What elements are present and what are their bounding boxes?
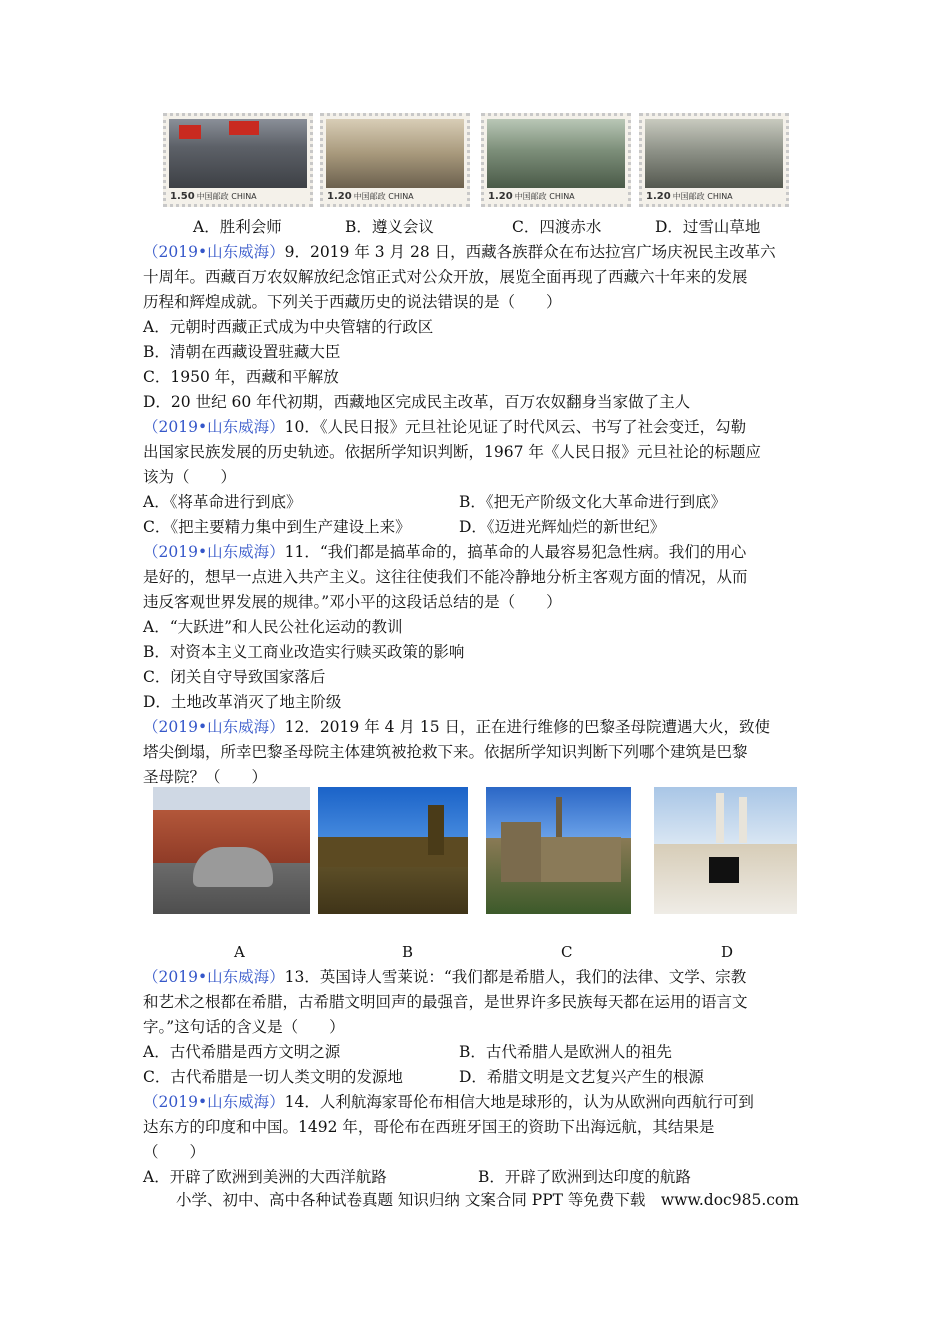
question-9-option-d: D．20 世纪 60 年代初期，西藏地区完成民主改革，百万农奴翻身当家做了主人 (143, 393, 691, 411)
stamp-snow-mountains (639, 113, 789, 207)
question-11-option-d: D．土地改革消灭了地主阶级 (143, 693, 342, 711)
tower-silhouette (428, 805, 444, 855)
photo-notre-dame (486, 787, 631, 914)
stamp-value: 1.50 (170, 191, 195, 202)
photo-label-d: D (721, 943, 734, 961)
question-9-line-1: （2019•山东威海）9．2019 年 3 月 28 日，西藏各族群众在布达拉宫广场庆祝民主改革六 (143, 243, 776, 261)
question-11-option-a: A．“大跃进”和人民公社化运动的教训 (143, 618, 403, 636)
red-flag-icon (229, 121, 259, 135)
question-13-line-3: 字。”这句话的含义是（ ） (143, 1018, 345, 1036)
question-13-line-2: 和艺术之根都在希腊，古希腊文明回声的最强音，是世界许多民族每天都在运用的语言文 (143, 993, 748, 1011)
stamp-value: 1.20 (327, 191, 352, 202)
stamp-brand: 中国邮政 CHINA (196, 192, 257, 201)
stamp-illustration (487, 119, 625, 188)
question-source: （2019•山东威海） (143, 418, 285, 436)
stamp-illustration (645, 119, 783, 188)
stamp-zunyi-meeting (320, 113, 470, 207)
red-flag-icon (179, 125, 201, 139)
question-source: （2019•山东威海） (143, 543, 285, 561)
question-11-option-c: C．闭关自守导致国家落后 (143, 668, 326, 686)
question-10-option-c: C．《把主要精力集中到生产建设上来》 (143, 518, 411, 536)
stamp-victory-meeting (163, 113, 313, 207)
question-11-option-b: B．对资本主义工商业改造实行赎买政策的影响 (143, 643, 465, 661)
question-source: （2019•山东威海） (143, 1093, 285, 1111)
question-11-line-3: 违反客观世界发展的规律。”邓小平的这段话总结的是（ ） (143, 593, 562, 611)
photo-label-a: A (234, 943, 245, 961)
question-13-option-c: C．古代希腊是一切人类文明的发源地 (143, 1068, 403, 1086)
question-9-line-3: 历程和辉煌成就。下列关于西藏历史的说法错误的是（ ） (143, 293, 562, 311)
stamp-illustration (326, 119, 464, 188)
stamp-brand: 中国邮政 CHINA (672, 192, 733, 201)
question-10-option-a: A．《将革命进行到底》 (143, 493, 302, 511)
stamp-chishui-river (481, 113, 631, 207)
question-11-line-2: 是好的，想早一点进入共产主义。这往往使我们不能冷静地分析主客观方面的情况，从而 (143, 568, 748, 586)
stamp-value: 1.20 (488, 191, 513, 202)
question-10-line-2: 出国家民族发展的历史轨迹。依据所学知识判断，1967 年《人民日报》元旦社论的标题应 (143, 443, 761, 461)
question-9-option-a: A．元朝时西藏正式成为中央管辖的行政区 (143, 318, 434, 336)
question-13-option-d: D．希腊文明是文艺复兴产生的根源 (459, 1068, 704, 1086)
question-12-line-1: （2019•山东威海）12．2019 年 4 月 15 日，正在进行维修的巴黎圣母院遭遇大火，致使 (143, 718, 770, 736)
stamp-value: 1.20 (646, 191, 671, 202)
stamp-option-b: B．遵义会议 (345, 218, 434, 236)
photo-westminster-palace (318, 787, 468, 914)
question-14-option-b: B．开辟了欧洲到达印度的航路 (478, 1168, 691, 1186)
page-footer: 小学、初中、高中各种试卷真题 知识归纳 文案合同 PPT 等免费下载 www.doc985.com (176, 1191, 799, 1209)
question-10-option-d: D．《迈进光辉灿烂的新世纪》 (459, 518, 666, 536)
question-source: （2019•山东威海） (143, 243, 285, 261)
stamp-option-a: A．胜利会师 (193, 218, 282, 236)
question-source: （2019•山东威海） (143, 718, 285, 736)
cathedral-tower (501, 822, 541, 882)
question-12-line-3: 圣母院？（ ） (143, 768, 268, 786)
stamp-brand: 中国邮政 CHINA (514, 192, 575, 201)
question-14-line-1: （2019•山东威海）14．人利航海家哥伦布相信大地是球形的，认为从欧洲向西航行可到 (143, 1093, 754, 1111)
photo-white-horse-temple (153, 787, 310, 914)
minaret-shape (739, 797, 747, 843)
question-13-option-a: A．古代希腊是西方文明之源 (143, 1043, 341, 1061)
question-14-line-3: （ ） (143, 1143, 206, 1161)
photo-kaaba-mecca (654, 787, 797, 914)
question-13-option-b: B．古代希腊人是欧洲人的祖先 (459, 1043, 672, 1061)
question-10-line-1: （2019•山东威海）10．《人民日报》元旦社论见证了时代风云、书写了社会变迁，勾勒 (143, 418, 747, 436)
question-9-option-c: C．1950 年，西藏和平解放 (143, 368, 339, 386)
minaret-shape (716, 793, 724, 843)
stamp-strip (163, 113, 793, 209)
stamp-option-d: D．过雪山草地 (655, 218, 761, 236)
question-11-line-1: （2019•山东威海）11．“我们都是搞革命的，搞革命的人最容易犯急性病。我们的用心 (143, 543, 747, 561)
question-14-line-2: 达东方的印度和中国。1492 年，哥伦布在西班牙国王的资助下出海远航，其结果是 (143, 1118, 715, 1136)
question-9-option-b: B．清朝在西藏设置驻藏大臣 (143, 343, 341, 361)
kaaba-shape (709, 857, 739, 883)
question-10-option-b: B．《把无产阶级文化大革命进行到底》 (459, 493, 727, 511)
photo-label-b: B (402, 943, 414, 961)
palace-silhouette (318, 837, 468, 867)
horse-statue-shape (193, 847, 273, 887)
cathedral-nave (541, 837, 621, 882)
question-9-line-2: 十周年。西藏百万农奴解放纪念馆正式对公众开放，展览全面再现了西藏六十年来的发展 (143, 268, 748, 286)
stamp-brand: 中国邮政 CHINA (353, 192, 414, 201)
question-14-option-a: A．开辟了欧洲到美洲的大西洋航路 (143, 1168, 387, 1186)
question-12-line-2: 塔尖倒塌，所幸巴黎圣母院主体建筑被抢救下来。依据所学知识判断下列哪个建筑是巴黎 (143, 743, 748, 761)
photo-label-c: C (561, 943, 573, 961)
stamp-illustration (169, 119, 307, 188)
question-source: （2019•山东威海） (143, 968, 285, 986)
stamp-option-c: C．四渡赤水 (512, 218, 602, 236)
question-13-line-1: （2019•山东威海）13．英国诗人雪莱说：“我们都是希腊人，我们的法律、文学、宗教 (143, 968, 747, 986)
question-10-line-3: 该为（ ） (143, 468, 237, 486)
